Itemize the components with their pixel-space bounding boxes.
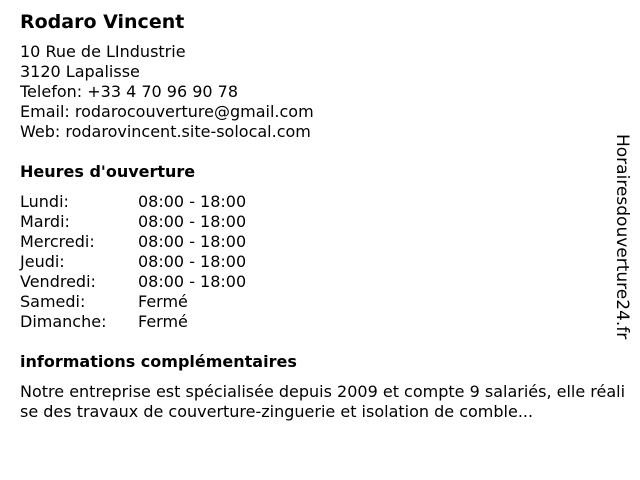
day-hours: 08:00 - 18:00 [138, 272, 247, 291]
address-street: 10 Rue de LIndustrie [20, 42, 186, 61]
email-address: Email: rodarocouverture@gmail.com [20, 102, 314, 121]
opening-hours-table [20, 192, 620, 332]
day-hours: Fermé [138, 312, 188, 331]
site-watermark: Horairesdouverture24.fr [612, 134, 632, 340]
day-label: Jeudi: [20, 252, 65, 271]
additional-info-heading: informations complémentaires [20, 352, 297, 371]
day-label: Dimanche: [20, 312, 107, 331]
hours-row-sunday [20, 312, 620, 332]
day-label: Vendredi: [20, 272, 96, 291]
hours-row-saturday [20, 292, 620, 312]
day-hours: 08:00 - 18:00 [138, 192, 247, 211]
business-description: Notre entreprise est spécialisée depuis 2009 et compte 9 salariés, elle réalise des travaux de couverture-zinguerie et isolation de comble... [20, 382, 626, 421]
day-hours: 08:00 - 18:00 [138, 212, 247, 231]
day-hours: 08:00 - 18:00 [138, 232, 247, 251]
hours-row-friday [20, 272, 620, 292]
website: Web: rodarovincent.site-solocal.com [20, 122, 311, 141]
hours-row-monday [20, 192, 620, 212]
day-hours: Fermé [138, 292, 188, 311]
hours-row-tuesday [20, 212, 620, 232]
phone-number: Telefon: +33 4 70 96 90 78 [20, 82, 239, 101]
day-hours: 08:00 - 18:00 [138, 252, 247, 271]
hours-row-wednesday [20, 232, 620, 252]
day-label: Mardi: [20, 212, 70, 231]
day-label: Samedi: [20, 292, 86, 311]
day-label: Mercredi: [20, 232, 95, 251]
day-label: Lundi: [20, 192, 69, 211]
opening-hours-heading: Heures d'ouverture [20, 162, 196, 181]
address-city: 3120 Lapalisse [20, 62, 140, 81]
business-name: Rodaro Vincent [20, 11, 185, 33]
hours-row-thursday [20, 252, 620, 272]
